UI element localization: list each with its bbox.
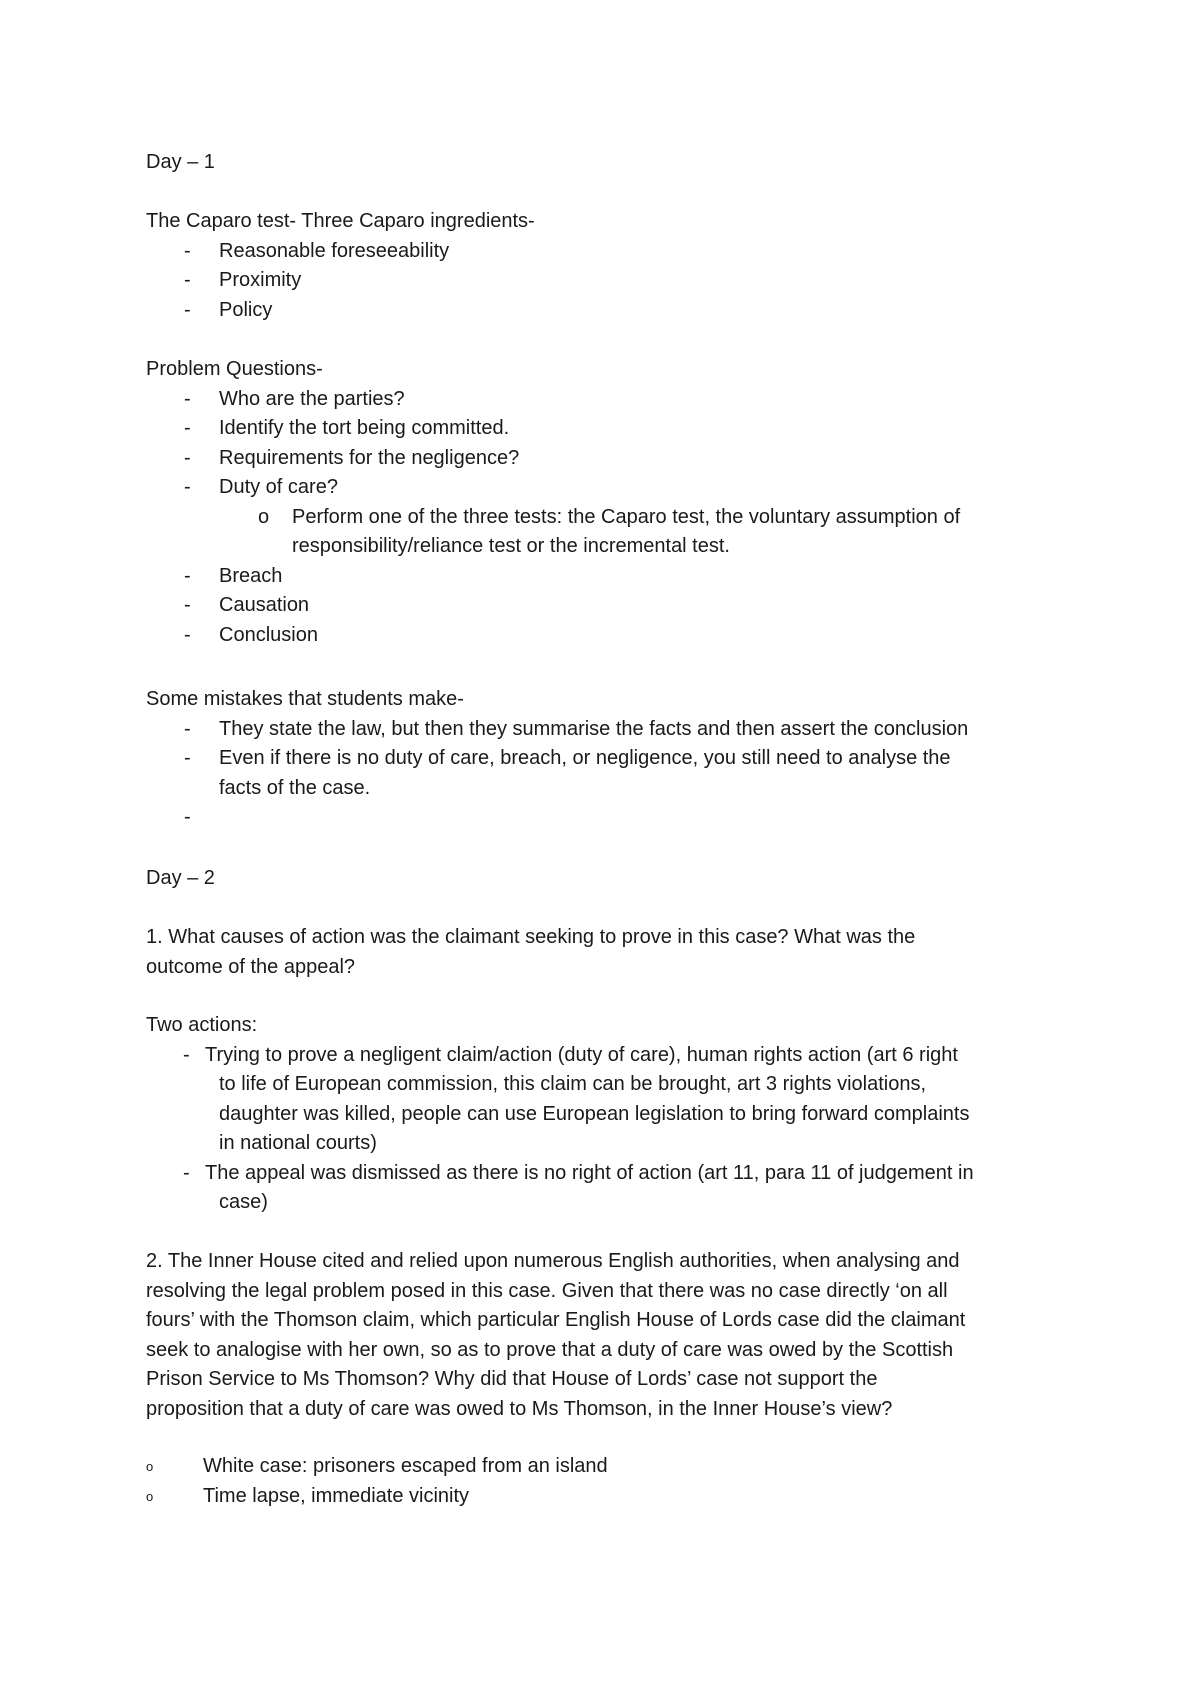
dash-marker: - — [184, 623, 191, 646]
question-2-line: fours’ with the Thomson claim, which particular English House of Lords case did the claimant — [146, 1309, 966, 1331]
question-2-line: proposition that a duty of care was owed to Ms Thomson, in the Inner House’s view? — [146, 1397, 893, 1420]
list-item: - Proximity — [146, 266, 1086, 296]
list-item: o Time lapse, immediate vicinity — [146, 1482, 1086, 1512]
question-2-line: Prison Service to Ms Thomson? Why did that House of Lords’ case not support the — [146, 1368, 878, 1390]
dash-marker: - — [184, 806, 191, 828]
dash-marker: - — [184, 269, 191, 291]
dash-marker: - — [184, 747, 191, 769]
list-item: - Conclusion — [146, 621, 1086, 651]
dash-marker: - — [184, 239, 191, 262]
dash-marker: - — [184, 717, 191, 740]
dash-marker: - — [183, 1043, 190, 1066]
list-item: - Duty of care? — [146, 473, 1086, 503]
question-2-line: resolving the legal problem posed in this case. Given that there was no case directly ‘on all — [146, 1279, 948, 1302]
list-item-continuation: facts of the case. — [219, 776, 371, 799]
two-actions-section — [146, 1011, 1086, 1218]
list-item: - Requirements for the negligence? — [146, 444, 1086, 474]
list-item: - Even if there is no duty of care, breach, or negligence, you still need to analyse the — [146, 744, 1086, 774]
caparo-section — [146, 207, 1086, 325]
dash-marker: - — [184, 564, 191, 587]
question-2-line: seek to analogise with her own, so as to prove that a duty of care was owed by the Scottish — [146, 1338, 954, 1361]
dash-marker: - — [184, 417, 191, 439]
two-actions-heading: Two actions: — [146, 1014, 258, 1036]
list-item: - Policy — [146, 296, 1086, 326]
day2-heading: Day – 2 — [146, 867, 215, 889]
list-item: o White case: prisoners escaped from an island — [146, 1452, 1086, 1482]
dash-marker: - — [184, 476, 191, 498]
caparo-intro: The Caparo test- Three Caparo ingredients- — [146, 210, 535, 232]
question-1 — [146, 923, 1086, 982]
list-item: - Identify the tort being committed. — [146, 414, 1086, 444]
question-1-line: outcome of the appeal? — [146, 955, 356, 978]
circle-bullet-icon: o — [146, 1488, 154, 1504]
question-2 — [146, 1247, 1086, 1424]
dash-marker: - — [184, 594, 191, 616]
circle-bullet-icon: o — [146, 1459, 154, 1474]
dash-marker: - — [184, 446, 191, 469]
list-item: - Reasonable foreseeability — [146, 237, 1086, 267]
mistakes-heading: Some mistakes that students make- — [146, 688, 464, 710]
problem-questions-section — [146, 355, 1086, 650]
list-item: - The appeal was dismissed as there is no right of action (art 11, para 11 of judgement in case) — [146, 1159, 1086, 1218]
list-item: - Causation — [146, 591, 1086, 621]
answer-bullets — [146, 1452, 1086, 1511]
mistakes-section — [146, 685, 1086, 833]
list-item: - They state the law, but then they summarise the facts and then assert the conclusion — [146, 715, 1086, 745]
circle-bullet-icon: o — [258, 505, 270, 528]
question-2-line: 2. The Inner House cited and relied upon numerous English authorities, when analysing and — [146, 1250, 960, 1272]
question-1-line: 1. What causes of action was the claimant seeking to prove in this case? What was the — [146, 926, 916, 948]
list-item — [146, 803, 1086, 833]
list-item: - Breach — [146, 562, 1086, 592]
dash-marker: - — [184, 298, 191, 321]
list-item: - Who are the parties? — [146, 385, 1086, 415]
dash-marker: - — [184, 387, 191, 410]
list-item: - Trying to prove a negligent claim/action (duty of care), human rights action (art 6 right to life of European commission, this claim can be brought, art 3 rights violations, daughter was killed, people can use European legislation to bring forward complaints in national courts) — [146, 1041, 1086, 1159]
day1-heading: Day – 1 — [146, 151, 215, 173]
sub-list-item: o Perform one of the three tests: the Caparo test, the voluntary assumption of — [146, 503, 1086, 533]
dash-marker: - — [183, 1161, 190, 1184]
pq-heading: Problem Questions- — [146, 358, 323, 380]
sub-list-item-continuation: responsibility/reliance test or the incremental test. — [292, 535, 730, 557]
